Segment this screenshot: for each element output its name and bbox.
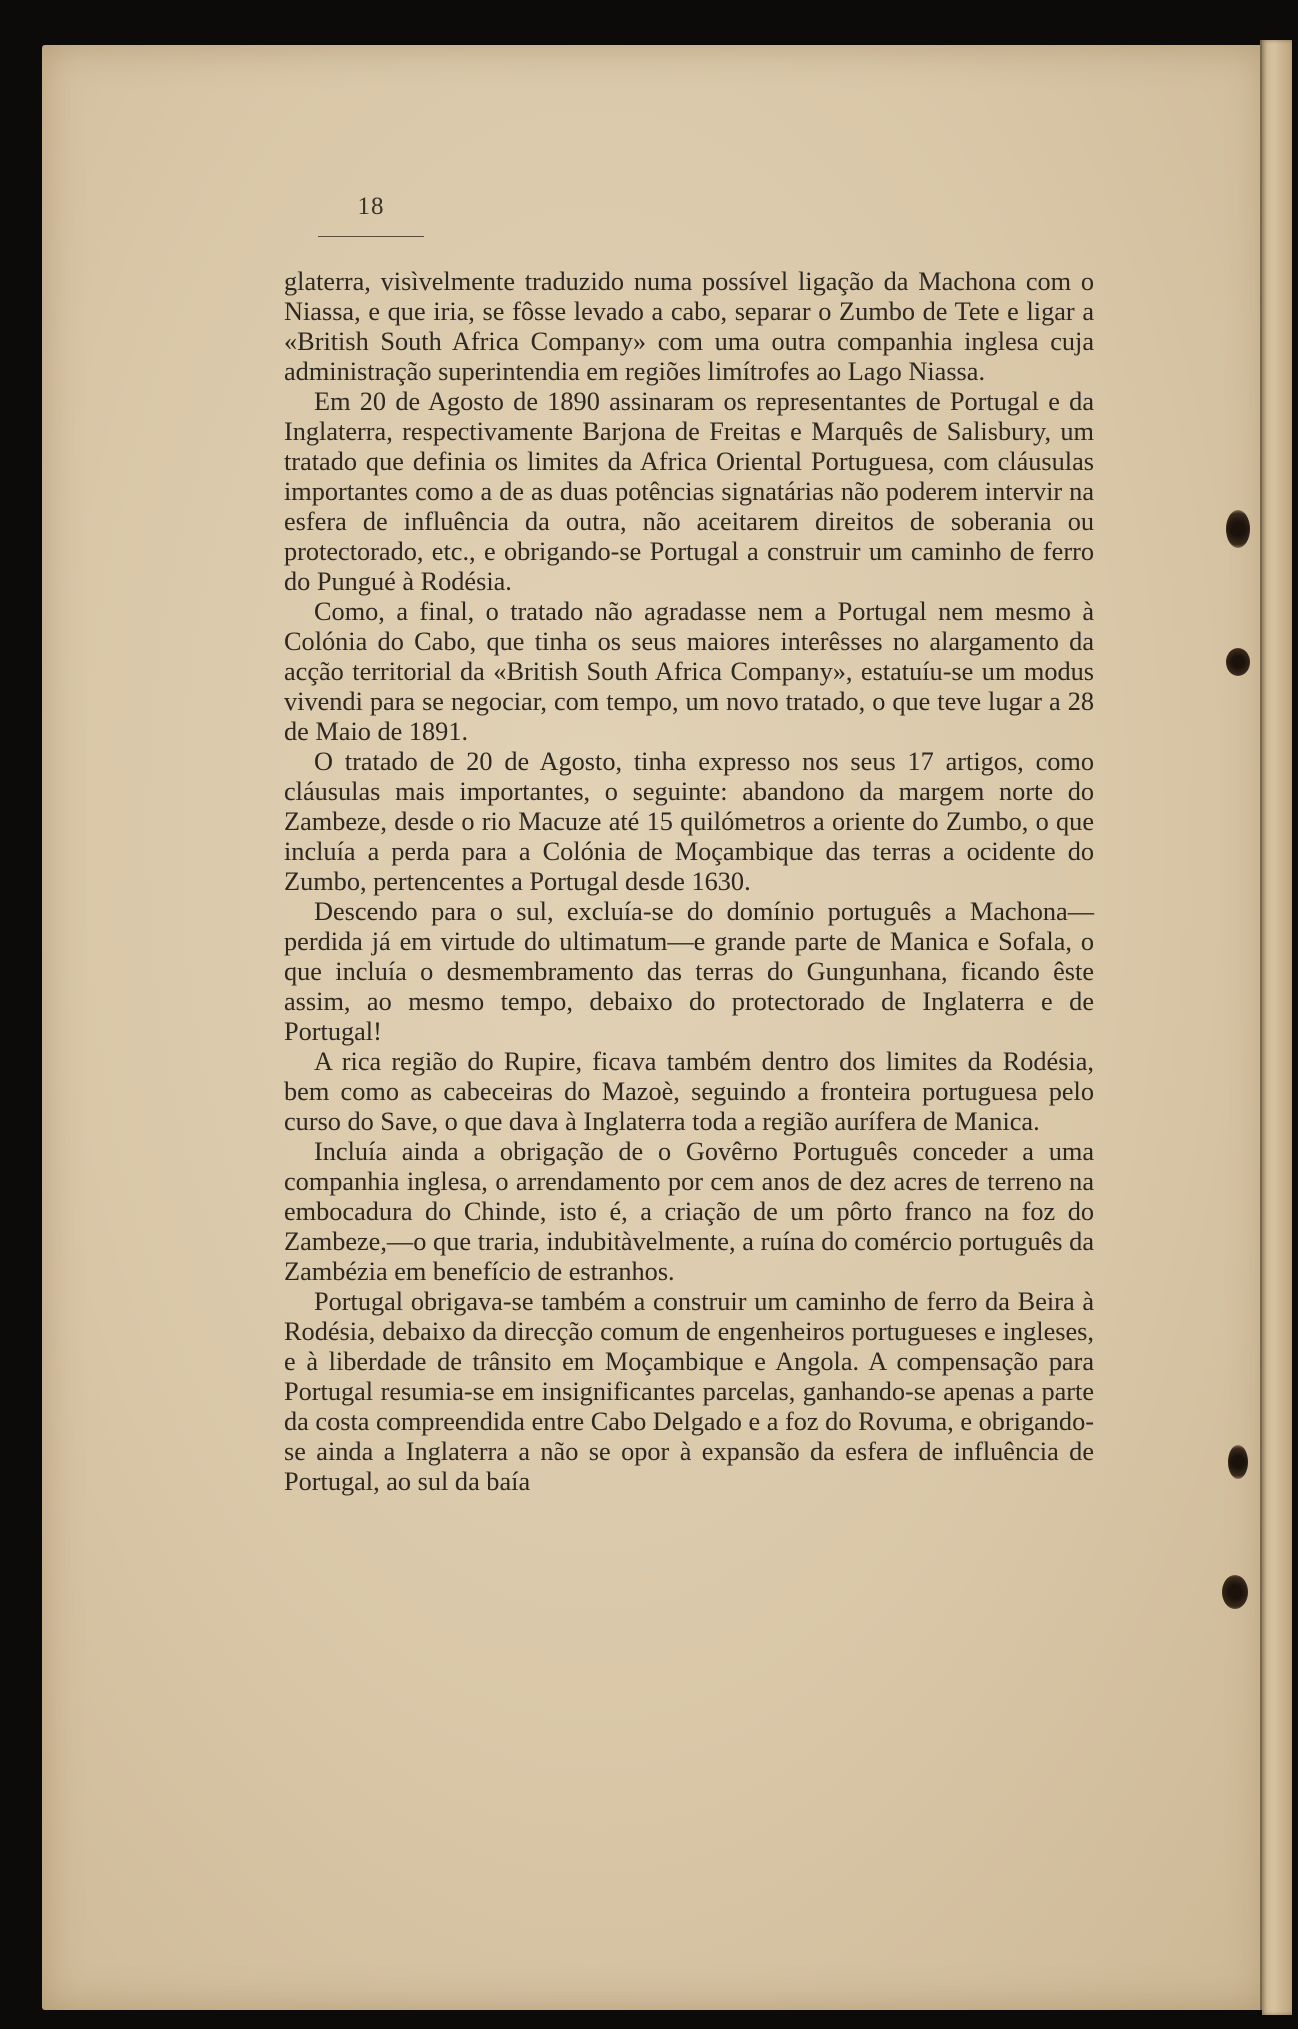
paragraph-1: glaterra, visìvelmente traduzido numa possível ligação da Machona com o Niassa, e que iria, se fôsse levado a cabo, separar o Zumbo de Tete e ligar a «British South Africa Company» com uma outra companhia inglesa cuja administração superintendia em regiões limítrofes ao Lago Niassa.	[284, 267, 1094, 386]
binding-hole-1	[1226, 510, 1250, 548]
page-number-rule	[318, 236, 424, 237]
binding-hole-4	[1222, 1575, 1248, 1609]
paragraph-7: Incluía ainda a obrigação de o Govêrno Português conceder a uma companhia inglesa, o arrendamento por cem anos de dez acres de terreno na embocadura do Chinde, isto é, a criação de um pôrto franco na foz do Zambeze,—o que traria, indubitàvelmente, a ruína do comércio português da Zambézia em benefício de estranhos.	[284, 1137, 1094, 1286]
next-page-edge	[1262, 40, 1292, 2015]
binding-hole-3	[1228, 1445, 1248, 1479]
scan-border	[1292, 0, 1298, 2029]
paragraph-3: Como, a final, o tratado não agradasse nem a Portugal nem mesmo à Colónia do Cabo, que tinha os seus maiores interêsses no alargamento da acção territorial da «British South Africa Company», estatuíu-se um modus vivendi para se negociar, com tempo, um novo tratado, o que teve lugar a 28 de Maio de 1891.	[284, 597, 1094, 746]
binding-hole-2	[1226, 648, 1250, 676]
paragraph-5: Descendo para o sul, excluía-se do domínio português a Machona—perdida já em virtude do ultimatum—e grande parte de Manica e Sofala, o que incluía o desmembramento das terras do Gungunhana, ficando êste assim, ao mesmo tempo, debaixo do protectorado de Inglaterra e de Portugal!	[284, 897, 1094, 1046]
paragraph-6: A rica região do Rupire, ficava também dentro dos limites da Rodésia, bem como as cabeceiras do Mazoè, seguindo a fronteira portuguesa pelo curso do Save, o que dava à Inglaterra toda a região aurífera de Manica.	[284, 1047, 1094, 1136]
paragraph-8: Portugal obrigava-se também a construir um caminho de ferro da Beira à Rodésia, debaixo da direcção comum de engenheiros portugueses e ingleses, e à liberdade de trânsito em Moçambique e Angola. A compensação para Portugal resumia-se em insignificantes parcelas, ganhando-se apenas a parte da costa compreendida entre Cabo Delgado e a foz do Rovuma, e obrigando-se ainda a Inglaterra a não se opor à expansão da esfera de influência de Portugal, ao sul da baía	[284, 1287, 1094, 1496]
page-number: 18	[357, 193, 385, 220]
paragraph-2: Em 20 de Agosto de 1890 assinaram os representantes de Portugal e da Inglaterra, respectivamente Barjona de Freitas e Marquês de Salisbury, um tratado que definia os limites da Africa Oriental Portuguesa, com cláusulas importantes como a de as duas potências signatárias não poderem intervir na esfera de influência da outra, não aceitarem direitos de soberania ou protectorado, etc., e obrigando-se Portugal a construir um caminho de ferro do Pungué à Rodésia.	[284, 387, 1094, 596]
body-text	[284, 267, 1094, 1497]
paragraph-4: O tratado de 20 de Agosto, tinha expresso nos seus 17 artigos, como cláusulas mais importantes, o seguinte: abandono da margem norte do Zambeze, desde o rio Macuze até 15 quilómetros a oriente do Zumbo, o que incluía a perda para a Colónia de Moçambique das terras a ocidente do Zumbo, pertencentes a Portugal desde 1630.	[284, 747, 1094, 896]
